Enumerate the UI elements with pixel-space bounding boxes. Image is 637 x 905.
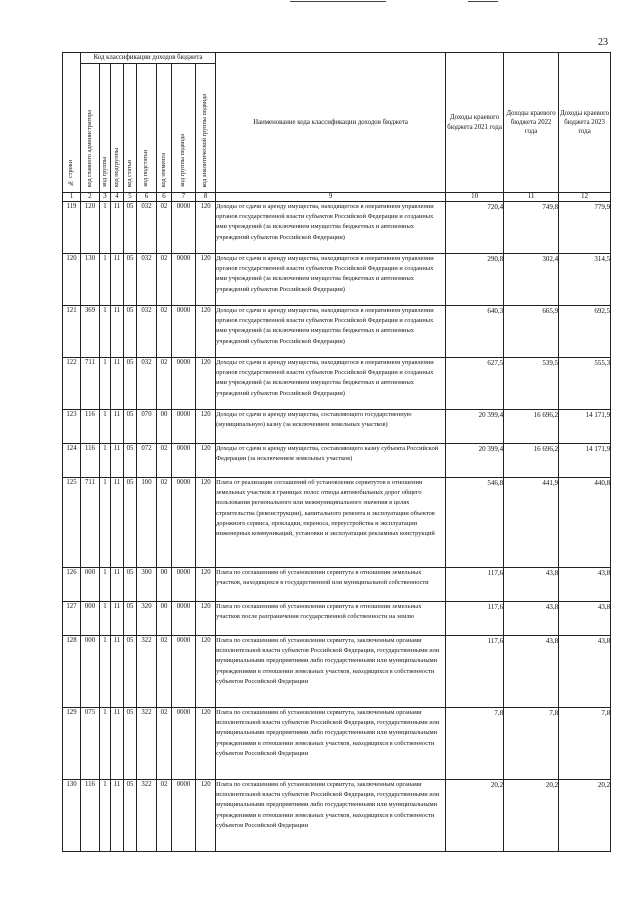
income-2021: 720,4 — [446, 202, 504, 254]
table-row — [63, 358, 611, 410]
element-code: 02 — [157, 708, 172, 780]
income-2021: 7,8 — [446, 708, 504, 780]
admin-code: 116 — [81, 410, 100, 444]
row-number: 128 — [63, 636, 81, 708]
row-number: 121 — [63, 306, 81, 358]
article-code: 05 — [124, 568, 137, 602]
income-2021: 117,6 — [446, 636, 504, 708]
column-number: 6 — [157, 193, 172, 202]
revenue-description: Доходы от сдачи в аренду имущества, находящегося в оперативном управлении органов государственной власти субъектов Российской Федерации и созданных ими учреждений (за исключением имущества бюджетных и автономных учреждений субъектов Российской Федерации) — [216, 358, 446, 410]
row-number: 123 — [63, 410, 81, 444]
table-row — [63, 602, 611, 636]
subarticle-code: 032 — [137, 306, 157, 358]
income-2022: 7,8 — [504, 708, 559, 780]
subarticle-code: 300 — [137, 568, 157, 602]
element-code: 02 — [157, 444, 172, 478]
column-number: 9 — [216, 193, 446, 202]
element-code: 00 — [157, 568, 172, 602]
element-code: 02 — [157, 306, 172, 358]
subarticle-code: 032 — [137, 358, 157, 410]
table-row — [63, 444, 611, 478]
subtype-code: 0000 — [172, 478, 196, 568]
income-2022: 20,2 — [504, 780, 559, 852]
element-code: 02 — [157, 780, 172, 852]
article-code: 05 — [124, 780, 137, 852]
column-number: 11 — [504, 193, 559, 202]
revenue-description: Плата по соглашениям об установлении сервитута, заключенным органами исполнительной власти субъектов Российской Федерации, государственными или муниципальными предприятиями либо государственными или муниципальными учреждениями в отношении земельных участков, находящихся в собственности субъектов Российской Федерации — [216, 708, 446, 780]
column-number: 6 — [137, 193, 157, 202]
subtype-group-code-header: код группы подвида — [172, 64, 196, 193]
subgroup-code: 11 — [111, 708, 124, 780]
subtype-code: 0000 — [172, 708, 196, 780]
table-row — [63, 780, 611, 852]
analytic-code: 120 — [196, 202, 216, 254]
element-code: 00 — [157, 410, 172, 444]
income-2021: 20,2 — [446, 780, 504, 852]
group-code: 1 — [100, 254, 111, 306]
revenue-description: Плата по соглашениям об установлении сервитута в отношении земельных участков после разграничения государственной собственности на землю — [216, 602, 446, 636]
income-2023-header: Доходы краевого бюджета 2023 года — [559, 53, 611, 193]
row-number: 124 — [63, 444, 81, 478]
page-number: 23 — [598, 37, 608, 48]
subtype-code: 0000 — [172, 202, 196, 254]
income-2023: 14 171,9 — [559, 444, 611, 478]
column-number: 8 — [196, 193, 216, 202]
article-code: 05 — [124, 708, 137, 780]
revenue-description: Доходы от сдачи в аренду имущества, находящегося в оперативном управлении органов государственной власти субъектов Российской Федерации и созданных ими учреждений (за исключением имущества бюджетных и автономных учреждений субъектов Российской Федерации) — [216, 254, 446, 306]
income-2021: 117,6 — [446, 568, 504, 602]
element-code-header: код элемента — [157, 64, 172, 193]
admin-code: 000 — [81, 602, 100, 636]
analytic-code: 120 — [196, 478, 216, 568]
income-2021: 546,8 — [446, 478, 504, 568]
column-number: 5 — [124, 193, 137, 202]
analytic-code: 120 — [196, 780, 216, 852]
analytic-code: 120 — [196, 636, 216, 708]
subgroup-code: 11 — [111, 358, 124, 410]
subarticle-code: 100 — [137, 478, 157, 568]
group-code: 1 — [100, 602, 111, 636]
group-code: 1 — [100, 444, 111, 478]
income-2022: 665,9 — [504, 306, 559, 358]
subarticle-code: 322 — [137, 708, 157, 780]
admin-code: 130 — [81, 254, 100, 306]
income-2021: 627,5 — [446, 358, 504, 410]
income-2021: 640,3 — [446, 306, 504, 358]
table-row — [63, 410, 611, 444]
article-code: 05 — [124, 636, 137, 708]
subgroup-code: 11 — [111, 602, 124, 636]
analytic-code: 120 — [196, 444, 216, 478]
group-code: 1 — [100, 708, 111, 780]
income-2021: 117,6 — [446, 602, 504, 636]
row-number: 127 — [63, 602, 81, 636]
article-code: 05 — [124, 358, 137, 410]
table-row — [63, 254, 611, 306]
subarticle-code: 072 — [137, 444, 157, 478]
column-number: 2 — [81, 193, 100, 202]
admin-code: 369 — [81, 306, 100, 358]
article-code: 05 — [124, 444, 137, 478]
group-code: 1 — [100, 478, 111, 568]
column-number: 7 — [172, 193, 196, 202]
income-2023: 440,8 — [559, 478, 611, 568]
admin-code: 711 — [81, 478, 100, 568]
admin-code: 116 — [81, 444, 100, 478]
element-code: 00 — [157, 602, 172, 636]
group-code: 1 — [100, 202, 111, 254]
row-number: 125 — [63, 478, 81, 568]
income-2021: 20 399,4 — [446, 444, 504, 478]
table-row — [63, 708, 611, 780]
subgroup-code: 11 — [111, 568, 124, 602]
subgroup-code: 11 — [111, 202, 124, 254]
income-2023: 7,8 — [559, 708, 611, 780]
table-row — [63, 568, 611, 602]
article-code: 05 — [124, 254, 137, 306]
subtype-code: 0000 — [172, 254, 196, 306]
revenue-description: Доходы от сдачи в аренду имущества, составляющего казну субъекта Российской Федерации (за исключением земельных участков) — [216, 444, 446, 478]
budget-revenue-table — [62, 52, 611, 852]
table-row — [63, 202, 611, 254]
article-code: 05 — [124, 410, 137, 444]
group-code: 1 — [100, 780, 111, 852]
subtype-code: 0000 — [172, 602, 196, 636]
income-2022: 16 696,2 — [504, 444, 559, 478]
group-code-header: код группы — [100, 64, 111, 193]
element-code: 02 — [157, 202, 172, 254]
admin-code: 075 — [81, 708, 100, 780]
income-2022: 43,8 — [504, 602, 559, 636]
income-2021-header: Доходы краевого бюджета 2021 года — [446, 53, 504, 193]
income-2022: 539,5 — [504, 358, 559, 410]
row-number-header: № строки — [63, 53, 81, 193]
analytic-code: 120 — [196, 410, 216, 444]
article-code: 05 — [124, 602, 137, 636]
income-2022: 749,8 — [504, 202, 559, 254]
scan-artifact-line — [290, 1, 386, 2]
subarticle-code: 322 — [137, 636, 157, 708]
subtype-code: 0000 — [172, 636, 196, 708]
income-2023: 314,5 — [559, 254, 611, 306]
column-number-row — [63, 193, 611, 202]
subarticle-code: 070 — [137, 410, 157, 444]
subtype-code: 0000 — [172, 444, 196, 478]
subarticle-code: 032 — [137, 202, 157, 254]
subtype-code: 0000 — [172, 568, 196, 602]
analytic-code: 120 — [196, 568, 216, 602]
income-2023: 43,8 — [559, 636, 611, 708]
element-code: 02 — [157, 636, 172, 708]
revenue-description: Плата по соглашениям об установлении сервитута, заключенным органами исполнительной власти субъектов Российской Федерации, государственными или муниципальными предприятиями либо государственными или муниципальными учреждениями в отношении земельных участков, находящихся в собственности субъектов Российской Федерации — [216, 636, 446, 708]
scan-artifact-line — [468, 1, 498, 2]
admin-code: 120 — [81, 202, 100, 254]
subarticle-code: 320 — [137, 602, 157, 636]
row-number: 126 — [63, 568, 81, 602]
element-code: 02 — [157, 254, 172, 306]
subgroup-code-header: код подгруппы — [111, 64, 124, 193]
group-code: 1 — [100, 568, 111, 602]
income-2022: 302,4 — [504, 254, 559, 306]
table-row — [63, 636, 611, 708]
subgroup-code: 11 — [111, 636, 124, 708]
subgroup-code: 11 — [111, 444, 124, 478]
article-code: 05 — [124, 202, 137, 254]
classification-group-header: Код классификации доходов бюджета — [81, 53, 216, 64]
subgroup-code: 11 — [111, 478, 124, 568]
income-2023: 14 171,9 — [559, 410, 611, 444]
group-code: 1 — [100, 358, 111, 410]
subarticle-code: 032 — [137, 254, 157, 306]
article-code: 05 — [124, 306, 137, 358]
income-2021: 20 399,4 — [446, 410, 504, 444]
income-2023: 43,8 — [559, 568, 611, 602]
revenue-description: Плата по соглашениям об установлении сервитута в отношении земельных участков, находящихся в государственной или муниципальной собственности — [216, 568, 446, 602]
subgroup-code: 11 — [111, 254, 124, 306]
analytic-code: 120 — [196, 602, 216, 636]
element-code: 02 — [157, 478, 172, 568]
row-number: 129 — [63, 708, 81, 780]
analytic-code: 120 — [196, 254, 216, 306]
income-2022: 43,8 — [504, 568, 559, 602]
subgroup-code: 11 — [111, 780, 124, 852]
row-number: 119 — [63, 202, 81, 254]
income-2023: 692,5 — [559, 306, 611, 358]
revenue-description: Плата по соглашениям об установлении сервитута, заключенным органами исполнительной власти субъектов Российской Федерации, государственными или муниципальными предприятиями либо государственными или муниципальными учреждениями в отношении земельных участков, находящихся в собственности субъектов Российской Федерации — [216, 780, 446, 852]
income-2023: 20,2 — [559, 780, 611, 852]
analytic-group-code-header: код аналитической группы подвида — [196, 64, 216, 193]
subtype-code: 0000 — [172, 306, 196, 358]
subarticle-code: 322 — [137, 780, 157, 852]
income-2023: 43,8 — [559, 602, 611, 636]
table-row — [63, 306, 611, 358]
admin-code: 116 — [81, 780, 100, 852]
revenue-description: Доходы от сдачи в аренду имущества, составляющего государственную (муниципальную) казну (за исключением земельных участков) — [216, 410, 446, 444]
table-row — [63, 478, 611, 568]
income-2022-header: Доходы краевого бюджета 2022 года — [504, 53, 559, 193]
article-code-header: код статьи — [124, 64, 137, 193]
column-number: 4 — [111, 193, 124, 202]
column-number: 1 — [63, 193, 81, 202]
income-2022: 16 696,2 — [504, 410, 559, 444]
column-number: 12 — [559, 193, 611, 202]
income-2023: 555,3 — [559, 358, 611, 410]
subtype-code: 0000 — [172, 780, 196, 852]
group-code: 1 — [100, 636, 111, 708]
row-number: 130 — [63, 780, 81, 852]
analytic-code: 120 — [196, 306, 216, 358]
name-column-header: Наименование кода классификации доходов бюджета — [216, 53, 446, 193]
revenue-description: Плата от реализации соглашений об установлении сервитутов в отношении земельных участков в границах полос отвода автомобильных дорог общего пользования регионального или межмуниципального значения в целях строительства (реконструкции), капитального ремонта и эксплуатации объектов дорожного сервиса, прокладки, переноса, переустройства и эксплуатации инженерных коммуникаций, установки и эксплуатации рекламных конструкций — [216, 478, 446, 568]
revenue-description: Доходы от сдачи в аренду имущества, находящегося в оперативном управлении органов государственной власти субъектов Российской Федерации и созданных ими учреждений (за исключением имущества бюджетных и автономных учреждений субъектов Российской Федерации) — [216, 306, 446, 358]
income-2023: 779,9 — [559, 202, 611, 254]
income-2021: 290,8 — [446, 254, 504, 306]
subgroup-code: 11 — [111, 410, 124, 444]
element-code: 02 — [157, 358, 172, 410]
row-number: 120 — [63, 254, 81, 306]
column-number: 10 — [446, 193, 504, 202]
subtype-code: 0000 — [172, 358, 196, 410]
column-number: 3 — [100, 193, 111, 202]
income-2022: 441,9 — [504, 478, 559, 568]
admin-code: 711 — [81, 358, 100, 410]
subarticle-code-header: код подстатьи — [137, 64, 157, 193]
group-code: 1 — [100, 306, 111, 358]
subgroup-code: 11 — [111, 306, 124, 358]
row-number: 122 — [63, 358, 81, 410]
admin-code: 000 — [81, 636, 100, 708]
group-code: 1 — [100, 410, 111, 444]
subtype-code: 0000 — [172, 410, 196, 444]
analytic-code: 120 — [196, 358, 216, 410]
article-code: 05 — [124, 478, 137, 568]
revenue-description: Доходы от сдачи в аренду имущества, находящегося в оперативном управлении органов государственной власти субъектов Российской Федерации и созданных ими учреждений (за исключением имущества бюджетных и автономных учреждений субъектов Российской Федерации) — [216, 202, 446, 254]
admin-code-header: код главного администратора — [81, 64, 100, 193]
admin-code: 000 — [81, 568, 100, 602]
analytic-code: 120 — [196, 708, 216, 780]
income-2022: 43,8 — [504, 636, 559, 708]
